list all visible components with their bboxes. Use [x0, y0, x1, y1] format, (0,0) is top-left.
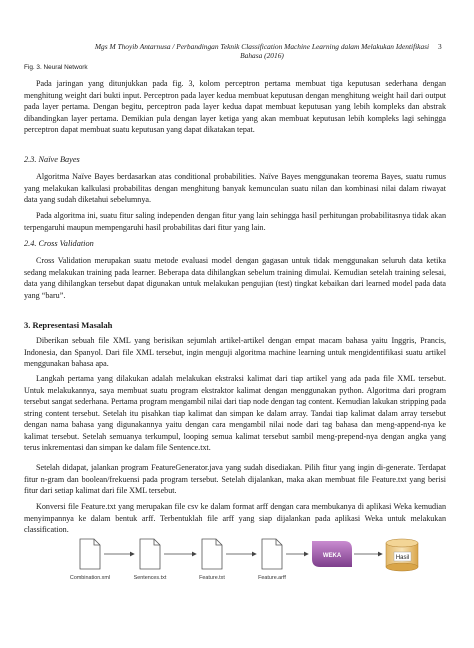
paragraph-naive-bayes-2: Pada algoritma ini, suatu fitur saling independen dengan fitur yang lain sehingga hasil perhitungan probabilitasnya tidak akan terpengaruhi maupun mempengaruhi hasil probabilitas dari fitur yang lain.: [24, 211, 446, 232]
paragraph-naive-bayes-1: Algoritma Naïve Bayes berdasarkan atas conditional probabilities. Naïve Bayes menggunakan teorema Bayes, suatu rumus yang melakukan kalkulasi probabilitas dengan menghitung banyak kemunculan suatu nilan dan kombinasi nilai dalam riwayat data yang sudah diketahui sebelumnya.: [24, 172, 446, 204]
document-icon-combination-xml: [80, 539, 100, 569]
document-icon-sentences-txt: [140, 539, 160, 569]
figure-caption: Fig. 3. Neural Network: [24, 64, 88, 71]
weka-logo-icon: [312, 541, 352, 567]
page-number: 3: [438, 42, 442, 51]
document-icon-feature-arff: [262, 539, 282, 569]
paragraph-representasi-2: Langkah pertama yang dilakukan adalah melakukan ekstraksi kalimat dari tiap artikel yang ada pada file XML tersebut. Untuk melakukannya, saya membuat suatu program ekstraktor kalimat dengan menggunakan python. Algoritma dari program tersebut sangat sederhana. Pertama program mengambil nilai dari tiap node dengan tag content. Kemudian lakukan stripping pada string content tersebut. Setelah itu pisahkan tiap kalimat dan simpan ke dalam array. Tandai tiap kalimat dalam array tersebut dengan nama bahasa yang digunakannya yaitu dengan cara mengambil nilai node dari tag bahasa dan meng-append-nya ke kalimat tersebut. Setelah semuanya terkumpul, looping semua kalimat tersebut sambil meng-prepend-nya dengan angka yang terus inkrementasi dan simpan ke dalam file Sentence.txt.: [24, 374, 446, 452]
flow-label-feature-arff: Feature.arff: [258, 575, 286, 581]
paragraph-representasi-3: Setelah didapat, jalankan program FeatureGenerator.java yang sudah disediakan. Pilih fitur yang ingin di-generate. Terdapat fitur n-gram dan boolean/frekuensi pada program tersebut. Setelah dijalankan, maka akan membuat file Feature.txt yang berisi fitur dari setiap kalimat dari file XML tersebut.: [24, 463, 446, 495]
section-heading-naive-bayes: 2.3. Naïve Bayes: [24, 155, 80, 164]
flow-label-feature-txt: Feature.txt: [199, 575, 225, 581]
document-icon-feature-txt: [202, 539, 222, 569]
paragraph-representasi-1: Diberikan sebuah file XML yang berisikan sejumlah artikel-artikel dengan empat macam bahasa yaitu Inggris, Prancis, Indonesia, dan Spanyol. Dari file XML tersebut, ingin menguji algoritma machine learning untuk mengidentifikasi suatu artikel menggunakan bahasa apa.: [24, 336, 446, 368]
section-heading-representasi-masalah: 3. Representasi Masalah: [24, 320, 113, 330]
section-heading-cross-validation: 2.4. Cross Validation: [24, 239, 94, 248]
flow-label-combination-xml: Combination.xml: [69, 575, 111, 581]
flow-label-sentences-txt: Sentences.txt: [133, 575, 167, 581]
paragraph-representasi-4: Konversi file Feature.txt yang merupakan file csv ke dalam format arff dengan cara membukanya di aplikasi Weka kemudian menyimpannya ke dalam bentuk arff. Terbentuklah file arff yang siap dijalankan pada aplikasi Weka untuk melakukan classification.: [24, 502, 446, 534]
weka-label: WEKA: [322, 553, 342, 559]
running-header: Mgs M Thoyib Antarnusa / Perbandingan Teknik Classification Machine Learning dalam Melakukan Identifikasi Bahasa (2016): [94, 42, 430, 60]
paragraph-cross-validation: Cross Validation merupakan suatu metode evaluasi model dengan gagasan untuk tidak menggunakan seluruh data ketika sedang melakukan training pada learner. Beberapa data dihilangkan sebelum training dimulai. Kemudian setelah training selesai, data yang dihilangkan tersebut dapat digunakan untuk melakukan pengujian (test) tingkat kebaikan dari learned model pada data yang “baru”.: [24, 256, 446, 300]
database-cylinder-icon: [386, 539, 418, 571]
paragraph-neural-network: Pada jaringan yang ditunjukkan pada fig. 3, kolom perceptron pertama membuat tiga keputusan sederhana dengan menghitung weight dari bukti input. Perceptron pada layer kedua membuat keputusan dengan menghitung weight hail dari output pada layer pertama. Dengan begitu, perceptron pada layer kedua dapat membuat keputusan yang lebih kompleks dan abstrak dibandingkan layer pertama. Demikian pula dengan layer ketiga yang akan membuat keputusan lebih kompleks lagi sehingga perceptron dapat membuat suatu keputusan yang dapat dikatakan tepat.: [24, 79, 446, 134]
process-flow-figure: [56, 531, 436, 583]
hasil-label: Hasil: [395, 555, 410, 561]
